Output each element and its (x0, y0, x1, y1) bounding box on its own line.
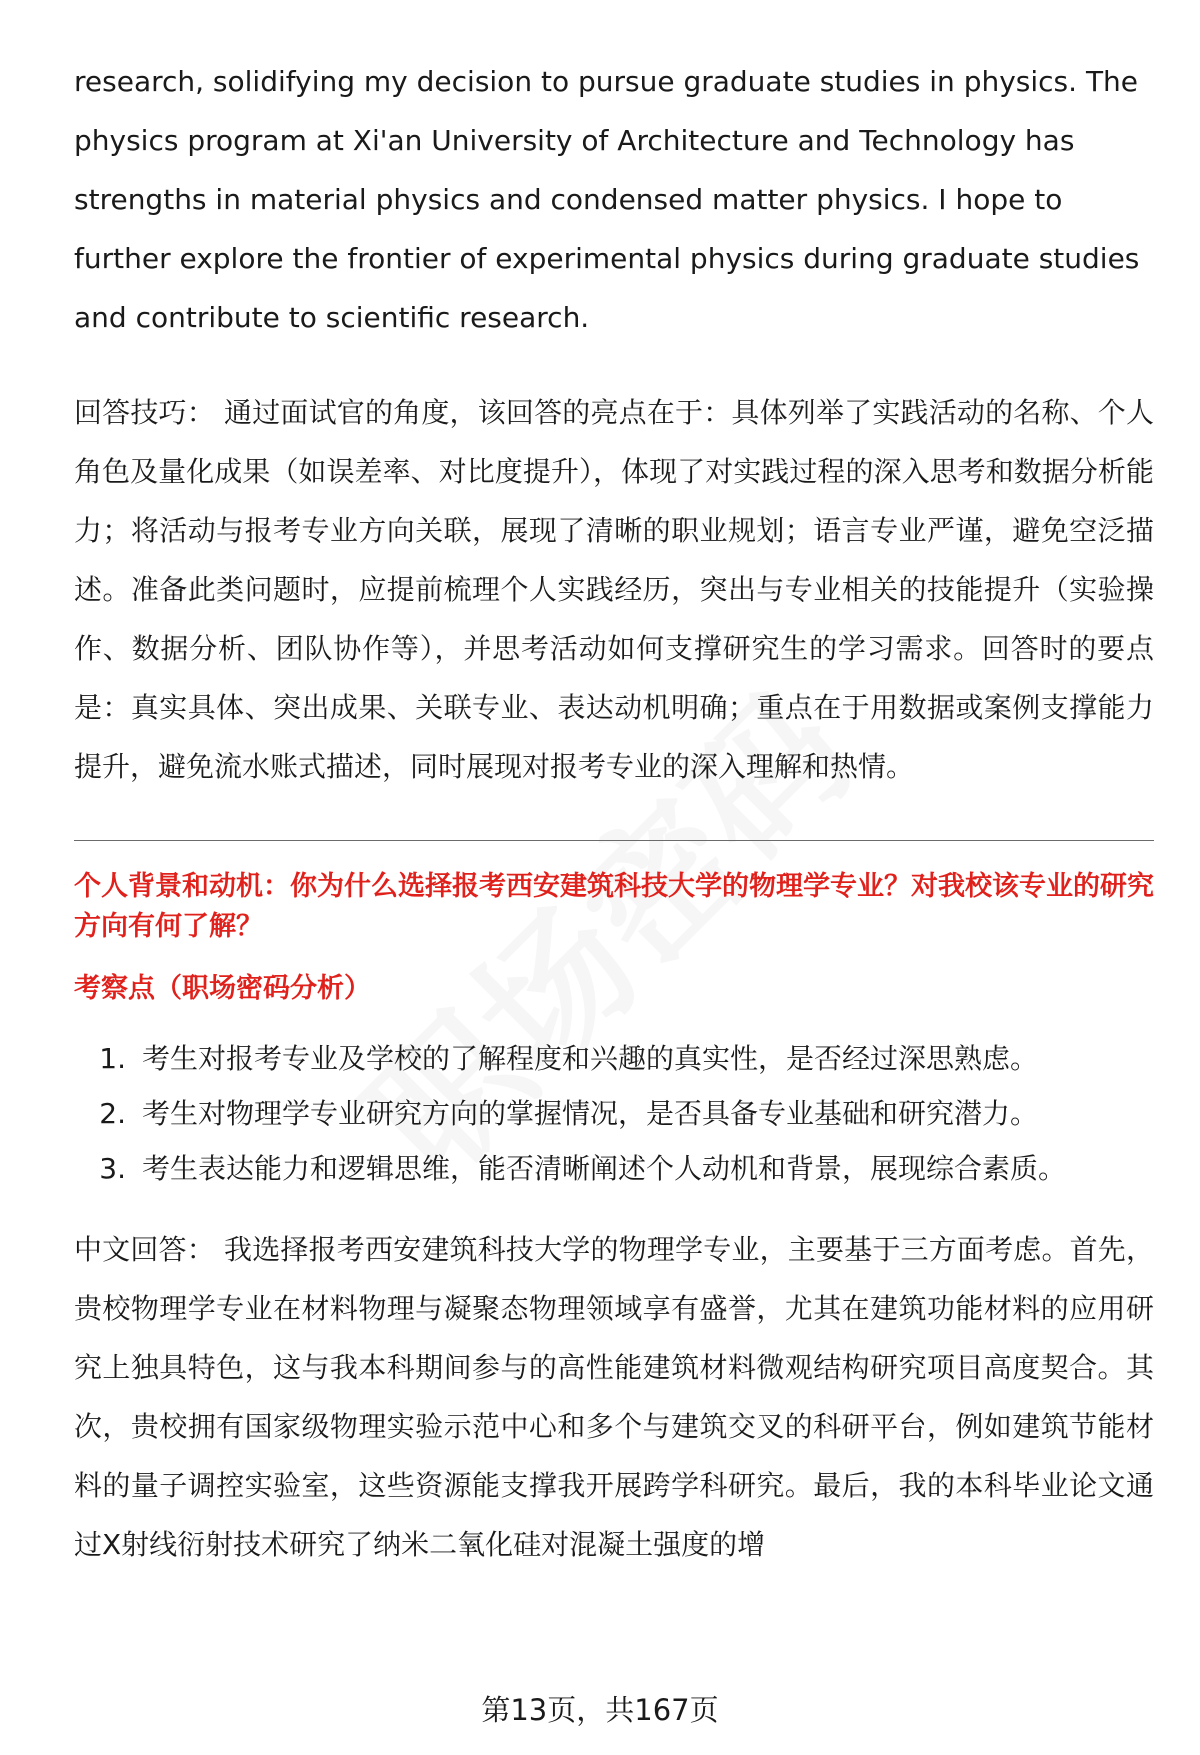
question-heading: 个人背景和动机：你为什么选择报考西安建筑科技大学的物理学专业？对我校该专业的研究方向有何了解？ (74, 871, 1154, 942)
chinese-answer-paragraph: 中文回答： 我选择报考西安建筑科技大学的物理学专业，主要基于三方面考虑。首先，贵校物理学专业在材料物理与凝聚态物理领域享有盛誉，尤其在建筑功能材料的应用研究上独具特色，这与我本科期间参与的高性能建筑材料微观结构研究项目高度契合。其次，贵校拥有国家级物理实验示范中心和多个与建筑交叉的科研平台，例如建筑节能材料的量子调控实验室，这些资源能支撑我开展跨学科研究。最后，我的本科毕业论文通过X射线衍射技术研究了纳米二氧化硅对混凝土强度的增 (74, 1233, 1154, 1561)
document-page (74, 52, 1154, 1574)
list-item-number: 3. (99, 1152, 126, 1185)
assessment-points-list (74, 1031, 1154, 1196)
list-item (74, 1031, 1154, 1086)
spacer (74, 347, 1154, 383)
page-number: 第13页，共167页 (481, 1693, 719, 1727)
list-item-text: 考生表达能力和逻辑思维，能否清晰阐述个人动机和背景，展现综合素质。 (142, 1152, 1067, 1185)
list-item-number: 1. (99, 1042, 126, 1075)
section-divider (74, 840, 1154, 841)
list-item-text: 考生对报考专业及学校的了解程度和兴趣的真实性，是否经过深思熟虑。 (142, 1042, 1039, 1075)
list-item (74, 1086, 1154, 1141)
english-answer-paragraph: research, solidifying my decision to pursue graduate studies in physics. The physics program at Xi'an University of Architecture and Technology has strengths in material physics and condensed matter physics. I hope to further explore the frontier of experimental physics during graduate studies and contribute to scientific research. (74, 65, 1140, 334)
list-item (74, 1141, 1154, 1196)
list-item-number: 2. (99, 1097, 126, 1130)
list-item-text: 考生对物理学专业研究方向的掌握情况，是否具备专业基础和研究潜力。 (142, 1097, 1039, 1130)
spacer (74, 1196, 1154, 1220)
answer-tips-paragraph: 回答技巧： 通过面试官的角度，该回答的亮点在于：具体列举了实践活动的名称、个人角色及量化成果（如误差率、对比度提升），体现了对实践过程的深入思考和数据分析能力；将活动与报考专业方向关联，展现了清晰的职业规划；语言专业严谨，避免空泛描述。准备此类问题时，应提前梳理个人实践经历，突出与专业相关的技能提升（实验操作、数据分析、团队协作等），并思考活动如何支撑研究生的学习需求。回答时的要点是：真实具体、突出成果、关联专业、表达动机明确；重点在于用数据或案例支撑能力提升，避免流水账式描述，同时展现对报考专业的深入理解和热情。 (74, 396, 1154, 783)
assessment-heading: 考察点（职场密码分析） (74, 973, 371, 1004)
